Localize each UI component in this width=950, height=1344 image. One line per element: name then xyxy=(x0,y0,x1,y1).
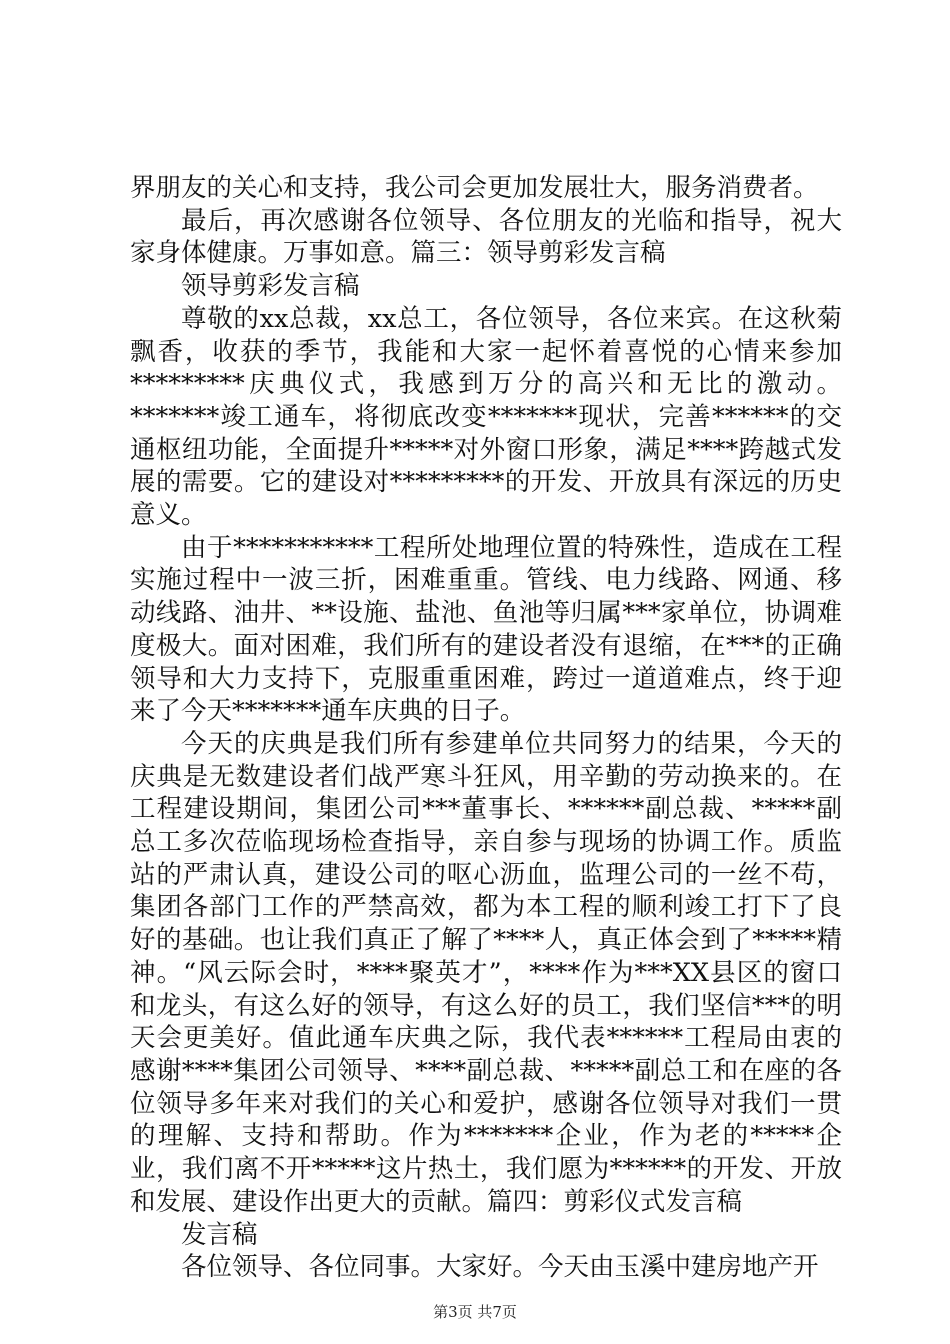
paragraph-2: 最后，再次感谢各位领导、各位朋友的光临和指导，祝大家身体健康。万事如意。篇三：领导剪彩发言稿 xyxy=(130,205,842,269)
section-heading-draft: 发言稿 xyxy=(181,1219,258,1250)
paragraph-3: 尊敬的xx总裁，xx总工，各位领导，各位来宾。在这秋菊飘香，收获的季节，我能和大家一起怀着喜悦的心情来参加*********庆典仪式，我感到万分的高兴和无比的激动。*******竣工通车，将彻底改变*******现状，完善******的交通枢纽功能，全面提升*****对外窗口形象，满足****跨越式发展的需要。它的建设对*********的开发、开放具有深远的历史意义。 xyxy=(130,303,842,531)
document-body xyxy=(130,172,842,1284)
paragraph-4: 由于***********工程所处地理位置的特殊性，造成在工程实施过程中一波三折，困难重重。管线、电力线路、网通、移动线路、油井、**设施、盐池、鱼池等归属***家单位，协调难度极大。面对困难，我们所有的建设者没有退缩，在***的正确领导和大力支持下，克服重重困难，跨过一道道难点，终于迎来了今天*******通车庆典的日子。 xyxy=(130,532,842,727)
paragraph-1: 界朋友的关心和支持，我公司会更加发展壮大，服务消费者。 xyxy=(130,173,819,203)
paragraph-5: 今天的庆典是我们所有参建单位共同努力的结果，今天的庆典是无数建设者们战严寒斗狂风，用辛勤的劳动换来的。在工程建设期间，集团公司***董事长、******副总裁、*****副总工多次莅临现场检查指导，亲自参与现场的协调工作。质监站的严肃认真，建设公司的呕心沥血，监理公司的一丝不苟，集团各部门工作的严禁高效，都为本工程的顺利竣工打下了良好的基础。也让我们真正了解了****人，真正体会到了*****精神。“风云际会时，****聚英才”，****作为***XX县区的窗口和龙头，有这么好的领导，有这么好的员工，我们坚信***的明天会更美好。值此通车庆典之际，我代表******工程局由衷的感谢****集团公司领导、****副总裁、*****副总工和在座的各位领导多年来对我们的关心和爱护，感谢各位领导对我们一贯的理解、支持和帮助。作为*******企业，作为老的*****企业，我们离不开*****这片热土，我们愿为******的开发、开放和发展、建设作出更大的贡献。篇四：剪彩仪式发言稿 xyxy=(130,728,842,1217)
paragraph-6: 各位领导、各位同事。大家好。今天由玉溪中建房地产开 xyxy=(181,1252,819,1283)
section-heading-speech: 领导剪彩发言稿 xyxy=(181,271,360,302)
page-number-footer: 第3页 共7页 xyxy=(433,1303,517,1321)
